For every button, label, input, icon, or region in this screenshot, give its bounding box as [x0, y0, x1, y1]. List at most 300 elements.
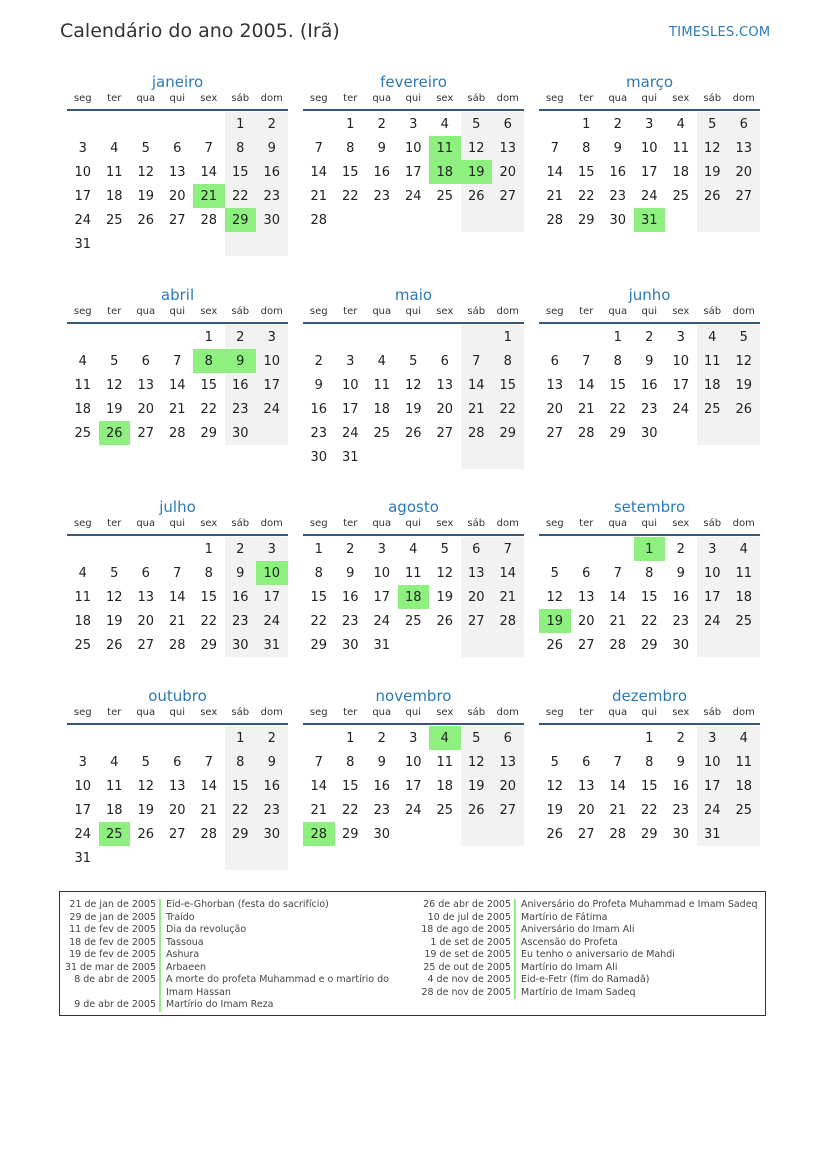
day-cell: 12	[546, 589, 564, 605]
legend-date: 31 de mar de 2005	[64, 961, 156, 973]
day-cell: 7	[492, 537, 524, 561]
day-cell: 25	[74, 425, 92, 441]
empty-day-cell	[728, 208, 760, 232]
day-grid	[303, 537, 524, 657]
day-cell: 6	[173, 140, 182, 156]
day-cell: 8	[314, 565, 323, 581]
day-grid	[539, 726, 760, 846]
legend-column-right	[415, 899, 765, 999]
day-cell: 26	[697, 184, 729, 208]
weekday-header	[539, 306, 760, 324]
empty-day-cell	[303, 112, 335, 136]
day-grid	[67, 112, 288, 256]
day-cell: 19	[105, 613, 123, 629]
day-cell: 20	[728, 160, 760, 184]
day-cell: 2	[377, 116, 386, 132]
day-cell: 25	[436, 188, 454, 204]
weekday-label: seg	[309, 93, 328, 104]
day-cell: 29	[341, 826, 359, 842]
day-cell: 7	[582, 353, 591, 369]
weekday-label: sáb	[703, 518, 722, 529]
day-cell: 15	[640, 778, 658, 794]
legend-holiday-name: Traído	[166, 911, 195, 923]
day-cell: 17	[74, 802, 92, 818]
weekday-label: sáb	[467, 306, 486, 317]
day-cell: 20	[168, 802, 186, 818]
weekday-header	[67, 306, 288, 324]
empty-day-cell	[99, 846, 131, 870]
weekday-label: qua	[608, 93, 628, 104]
day-cell: 14	[546, 164, 564, 180]
empty-day-cell	[162, 325, 194, 349]
weekday-label: dom	[260, 707, 283, 718]
day-cell: 16	[225, 585, 257, 609]
legend-item	[415, 949, 765, 962]
weekday-label: ter	[107, 518, 122, 529]
day-cell: 31	[74, 850, 92, 866]
day-cell: 25	[373, 425, 391, 441]
day-cell: 3	[346, 353, 355, 369]
weekday-header	[67, 707, 288, 725]
holiday-day-cell: 28	[303, 822, 335, 846]
empty-day-cell	[193, 112, 225, 136]
day-cell: 12	[728, 349, 760, 373]
day-cell: 21	[310, 188, 328, 204]
empty-day-cell	[366, 208, 398, 232]
empty-day-cell	[162, 112, 194, 136]
day-cell: 10	[404, 754, 422, 770]
day-cell: 31	[341, 449, 359, 465]
day-cell: 13	[546, 377, 564, 393]
day-cell: 17	[256, 373, 288, 397]
weekday-label: sáb	[467, 707, 486, 718]
empty-day-cell	[193, 726, 225, 750]
month-abril	[67, 285, 288, 445]
empty-day-cell	[130, 325, 162, 349]
month-name: março	[625, 73, 674, 91]
weekday-label: sex	[436, 518, 454, 529]
day-cell: 6	[440, 353, 449, 369]
day-cell: 23	[373, 188, 391, 204]
empty-day-cell	[335, 325, 367, 349]
legend-date: 8 de abr de 2005	[74, 974, 156, 985]
day-cell: 1	[204, 541, 213, 557]
legend-holiday-name: Martírio do Imam Ali	[521, 961, 618, 973]
weekday-label: sex	[200, 306, 218, 317]
day-cell: 4	[110, 754, 119, 770]
day-cell: 29	[609, 425, 627, 441]
holiday-legend	[59, 891, 766, 1016]
day-cell: 17	[404, 164, 422, 180]
day-grid	[539, 537, 760, 657]
empty-day-cell	[366, 325, 398, 349]
holiday-day-cell: 18	[398, 585, 430, 609]
empty-day-cell	[539, 325, 571, 349]
weekday-label: seg	[545, 93, 564, 104]
legend-color-marker	[159, 974, 161, 999]
day-cell: 26	[461, 798, 493, 822]
day-cell: 15	[200, 377, 218, 393]
day-cell: 26	[105, 637, 123, 653]
day-cell: 7	[204, 754, 213, 770]
weekday-label: ter	[343, 306, 358, 317]
legend-holiday-name: Martírio de Fátima	[521, 911, 608, 923]
empty-day-cell	[130, 726, 162, 750]
weekday-label: seg	[73, 306, 92, 317]
day-cell: 21	[609, 802, 627, 818]
empty-day-cell	[539, 112, 571, 136]
holiday-day-cell: 25	[99, 822, 131, 846]
day-cell: 30	[225, 633, 257, 657]
day-cell: 22	[492, 397, 524, 421]
day-cell: 2	[346, 541, 355, 557]
holiday-day-cell: 26	[99, 421, 131, 445]
day-cell: 23	[310, 425, 328, 441]
day-cell: 11	[728, 561, 760, 585]
day-cell: 25	[672, 188, 690, 204]
day-cell: 29	[640, 637, 658, 653]
day-cell: 10	[640, 140, 658, 156]
empty-day-cell	[99, 537, 131, 561]
day-cell: 13	[577, 778, 595, 794]
day-cell: 20	[436, 401, 454, 417]
day-cell: 18	[436, 778, 454, 794]
day-cell: 26	[436, 613, 454, 629]
legend-item	[60, 999, 415, 1012]
day-cell: 9	[676, 565, 685, 581]
day-cell: 5	[110, 353, 119, 369]
day-cell: 16	[373, 164, 391, 180]
weekday-label: qui	[169, 306, 185, 317]
legend-color-marker	[514, 899, 516, 912]
weekday-label: qua	[136, 306, 156, 317]
day-grid	[303, 112, 524, 232]
day-cell: 7	[173, 565, 182, 581]
empty-day-cell	[99, 112, 131, 136]
empty-day-cell	[728, 822, 760, 846]
day-cell: 22	[341, 802, 359, 818]
legend-holiday-name: Dia da revolução	[166, 924, 247, 935]
day-cell: 6	[492, 726, 524, 750]
day-cell: 12	[697, 136, 729, 160]
empty-day-cell	[571, 537, 603, 561]
day-cell: 5	[110, 565, 119, 581]
day-cell: 4	[78, 353, 87, 369]
weekday-label: sáb	[467, 518, 486, 529]
day-grid	[67, 726, 288, 870]
day-cell: 6	[550, 353, 559, 369]
empty-day-cell	[303, 726, 335, 750]
day-cell: 26	[546, 637, 564, 653]
month-name: fevereiro	[380, 73, 447, 91]
empty-day-cell	[602, 537, 634, 561]
empty-day-cell	[602, 726, 634, 750]
weekday-label: qua	[608, 306, 628, 317]
day-cell: 4	[697, 325, 729, 349]
legend-color-marker	[514, 912, 516, 925]
empty-day-cell	[193, 232, 225, 256]
day-cell: 5	[550, 754, 559, 770]
day-cell: 16	[640, 377, 658, 393]
day-cell: 5	[409, 353, 418, 369]
legend-date: 9 de abr de 2005	[74, 999, 156, 1010]
month-name: novembro	[375, 687, 452, 705]
legend-date: 18 de ago de 2005	[421, 924, 511, 935]
month-name: julho	[159, 498, 196, 516]
holiday-day-cell: 11	[429, 136, 461, 160]
day-cell: 16	[672, 589, 690, 605]
day-cell: 12	[105, 377, 123, 393]
day-cell: 18	[697, 373, 729, 397]
day-cell: 22	[200, 613, 218, 629]
weekday-label: sáb	[231, 306, 250, 317]
legend-item	[415, 937, 765, 950]
weekday-label: sex	[200, 518, 218, 529]
legend-item	[60, 962, 415, 975]
month-name: setembro	[613, 498, 686, 516]
day-cell: 7	[613, 754, 622, 770]
month-agosto	[303, 497, 524, 657]
weekday-label: sex	[672, 707, 690, 718]
weekday-label: qua	[608, 707, 628, 718]
weekday-label: sex	[672, 306, 690, 317]
empty-day-cell	[99, 325, 131, 349]
day-cell: 31	[74, 236, 92, 252]
day-cell: 27	[461, 609, 493, 633]
day-cell: 20	[137, 613, 155, 629]
weekday-label: dom	[732, 707, 755, 718]
empty-day-cell	[697, 633, 729, 657]
day-cell: 18	[105, 802, 123, 818]
weekday-label: seg	[309, 306, 328, 317]
day-cell: 27	[546, 425, 564, 441]
day-cell: 25	[436, 802, 454, 818]
weekday-label: qua	[136, 93, 156, 104]
legend-color-marker	[514, 949, 516, 962]
day-cell: 15	[225, 774, 257, 798]
weekday-label: sex	[672, 93, 690, 104]
day-cell: 16	[256, 774, 288, 798]
day-grid	[303, 325, 524, 469]
day-cell: 22	[640, 802, 658, 818]
day-cell: 22	[225, 184, 257, 208]
empty-day-cell	[461, 822, 493, 846]
weekday-label: ter	[343, 93, 358, 104]
day-cell: 14	[577, 377, 595, 393]
day-cell: 8	[346, 754, 355, 770]
weekday-label: qui	[641, 518, 657, 529]
day-cell: 27	[137, 425, 155, 441]
day-cell: 27	[492, 184, 524, 208]
day-cell: 8	[613, 353, 622, 369]
day-cell: 10	[697, 750, 729, 774]
empty-day-cell	[335, 208, 367, 232]
legend-date: 28 de nov de 2005	[421, 986, 511, 998]
weekday-header	[539, 518, 760, 536]
day-cell: 1	[346, 730, 355, 746]
day-cell: 6	[728, 112, 760, 136]
day-cell: 9	[256, 136, 288, 160]
day-cell: 11	[697, 349, 729, 373]
day-cell: 12	[461, 136, 493, 160]
legend-item	[60, 912, 415, 925]
empty-day-cell	[225, 846, 257, 870]
empty-day-cell	[99, 726, 131, 750]
empty-day-cell	[728, 633, 760, 657]
day-cell: 22	[609, 401, 627, 417]
day-cell: 26	[728, 397, 760, 421]
day-cell: 29	[492, 421, 524, 445]
day-cell: 31	[697, 822, 729, 846]
day-cell: 18	[728, 585, 760, 609]
weekday-label: dom	[496, 93, 519, 104]
day-grid	[67, 537, 288, 657]
day-cell: 17	[640, 164, 658, 180]
weekday-label: sex	[436, 306, 454, 317]
empty-day-cell	[492, 208, 524, 232]
day-cell: 14	[310, 164, 328, 180]
day-cell: 13	[137, 589, 155, 605]
day-cell: 31	[373, 637, 391, 653]
weekday-label: qui	[405, 93, 421, 104]
weekday-label: ter	[579, 93, 594, 104]
month-julho	[67, 497, 288, 657]
legend-date: 26 de abr de 2005	[423, 899, 511, 910]
empty-day-cell	[162, 846, 194, 870]
day-cell: 17	[256, 585, 288, 609]
day-cell: 30	[256, 822, 288, 846]
legend-color-marker	[514, 962, 516, 975]
empty-day-cell	[571, 726, 603, 750]
weekday-label: sáb	[231, 518, 250, 529]
weekday-label: seg	[545, 518, 564, 529]
day-cell: 16	[609, 164, 627, 180]
day-cell: 4	[78, 565, 87, 581]
empty-day-cell	[67, 726, 99, 750]
empty-day-cell	[429, 633, 461, 657]
weekday-label: qui	[641, 306, 657, 317]
day-cell: 21	[168, 401, 186, 417]
month-maio	[303, 285, 524, 469]
day-cell: 13	[492, 750, 524, 774]
empty-day-cell	[492, 633, 524, 657]
day-cell: 12	[404, 377, 422, 393]
month-fevereiro	[303, 72, 524, 232]
day-cell: 24	[256, 609, 288, 633]
empty-day-cell	[99, 232, 131, 256]
day-cell: 9	[377, 754, 386, 770]
day-cell: 12	[546, 778, 564, 794]
legend-item	[415, 899, 765, 912]
day-cell: 3	[697, 726, 729, 750]
day-cell: 6	[141, 353, 150, 369]
brand-link[interactable]: TIMESLES.COM	[669, 25, 771, 40]
holiday-day-cell: 9	[225, 349, 257, 373]
day-cell: 10	[404, 140, 422, 156]
day-cell: 1	[645, 730, 654, 746]
day-cell: 18	[105, 188, 123, 204]
month-setembro	[539, 497, 760, 657]
legend-item	[415, 912, 765, 925]
day-cell: 3	[256, 325, 288, 349]
weekday-label: qui	[641, 707, 657, 718]
day-cell: 12	[137, 778, 155, 794]
empty-day-cell	[429, 822, 461, 846]
day-cell: 6	[461, 537, 493, 561]
empty-day-cell	[728, 421, 760, 445]
day-cell: 15	[341, 778, 359, 794]
legend-holiday-name: Eid-e-Ghorban (festa do sacrifício)	[166, 899, 329, 910]
month-name: maio	[394, 286, 433, 304]
legend-color-marker	[159, 962, 161, 975]
empty-day-cell	[398, 208, 430, 232]
empty-day-cell	[303, 325, 335, 349]
weekday-label: qua	[372, 306, 392, 317]
day-cell: 21	[461, 397, 493, 421]
holiday-day-cell: 4	[429, 726, 461, 750]
legend-item	[60, 937, 415, 950]
holiday-day-cell: 29	[225, 208, 257, 232]
day-cell: 20	[546, 401, 564, 417]
empty-day-cell	[162, 726, 194, 750]
day-cell: 23	[373, 802, 391, 818]
weekday-header	[539, 707, 760, 725]
legend-item	[415, 987, 765, 1000]
day-cell: 13	[577, 589, 595, 605]
day-cell: 26	[137, 212, 155, 228]
weekday-label: sex	[436, 707, 454, 718]
day-cell: 10	[697, 561, 729, 585]
legend-date: 19 de set de 2005	[424, 949, 511, 960]
weekday-label: ter	[579, 518, 594, 529]
day-cell: 11	[728, 750, 760, 774]
day-cell: 24	[373, 613, 391, 629]
day-cell: 3	[645, 116, 654, 132]
month-junho	[539, 285, 760, 445]
empty-day-cell	[256, 421, 288, 445]
day-cell: 28	[577, 425, 595, 441]
day-cell: 23	[609, 188, 627, 204]
legend-color-marker	[514, 987, 516, 1000]
day-cell: 9	[377, 140, 386, 156]
holiday-day-cell: 10	[256, 561, 288, 585]
day-cell: 23	[341, 613, 359, 629]
legend-date: 25 de out de 2005	[423, 961, 511, 973]
day-cell: 25	[105, 212, 123, 228]
weekday-label: seg	[73, 707, 92, 718]
day-cell: 14	[609, 778, 627, 794]
weekday-header	[67, 93, 288, 111]
legend-date: 1 de set de 2005	[430, 936, 511, 948]
day-cell: 5	[461, 726, 493, 750]
weekday-label: ter	[343, 707, 358, 718]
day-cell: 9	[645, 353, 654, 369]
day-cell: 23	[640, 401, 658, 417]
day-cell: 5	[461, 112, 493, 136]
weekday-label: ter	[107, 306, 122, 317]
day-cell: 7	[314, 754, 323, 770]
legend-color-marker	[514, 974, 516, 987]
day-cell: 30	[609, 212, 627, 228]
day-cell: 7	[314, 140, 323, 156]
day-cell: 11	[74, 589, 92, 605]
day-cell: 2	[676, 541, 685, 557]
legend-holiday-name: Aniversário do Profeta Muhammad e Imam Sadeq	[521, 899, 758, 910]
day-cell: 16	[310, 401, 328, 417]
day-cell: 13	[168, 164, 186, 180]
day-cell: 9	[314, 377, 323, 393]
empty-day-cell	[162, 537, 194, 561]
